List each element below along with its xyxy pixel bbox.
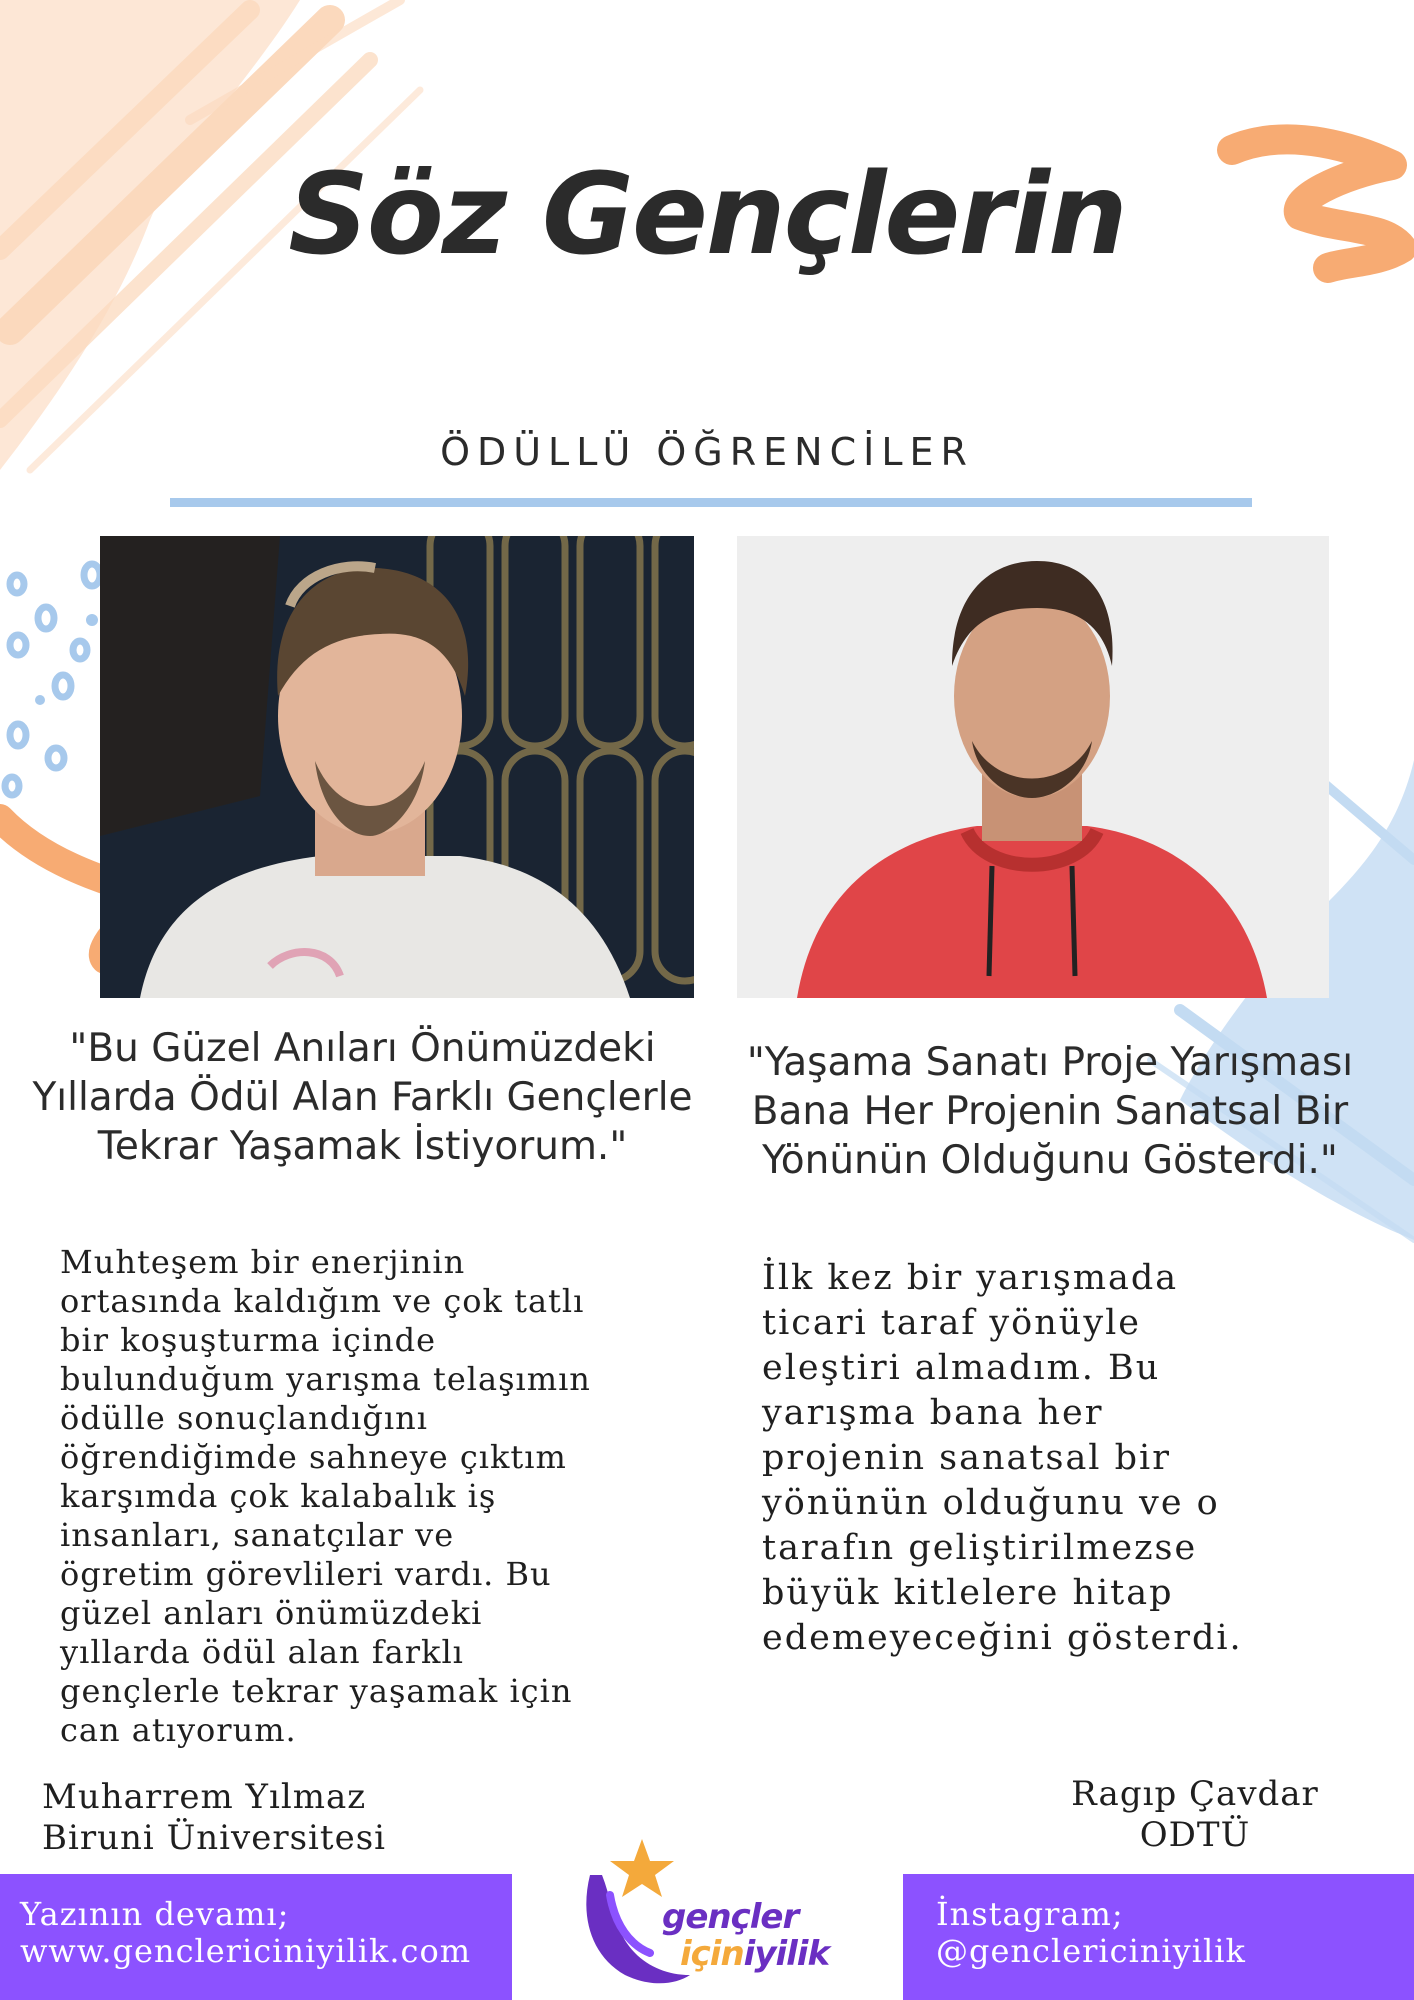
quote-left: "Bu Güzel Anıları Önümüzdeki Yıllarda Ödül Alan Farklı Gençlerle Tekrar Yaşamak İstiyorum." [32, 1026, 693, 1169]
logo-text-icin: için [680, 1934, 744, 1974]
student-photo-left [100, 536, 694, 998]
footer-website-text: Yazının devamı; www.genclericiniyilik.com [20, 1895, 472, 1970]
blue-dots [5, 564, 100, 795]
testimonial-right: İlk kez bir yarışmada ticari taraf yönüyle eleştiri almadım. Bu yarışma bana her projenin sanatsal bir yönünün olduğunu ve o tarafın geliştirilmezse büyük kitlelere hitap edemeyeceğini gösterdi. [762, 1258, 1243, 1658]
logo-text-line2 [680, 1934, 829, 1974]
divider-rule [170, 498, 1252, 507]
star-icon [610, 1839, 674, 1897]
signature-left [42, 1777, 562, 1859]
student-school-left: Biruni Üniversitesi [42, 1818, 387, 1858]
section-subtitle: ÖDÜLLÜ ÖĞRENCİLER [440, 430, 974, 474]
student-photo-right [737, 536, 1329, 998]
logo-text-iyilik: iyilik [743, 1934, 830, 1974]
organization-logo [580, 1835, 830, 1995]
logo-text-line1: gençler [662, 1897, 799, 1937]
footer-band-right [903, 1874, 1414, 2000]
footer-instagram-text: İnstagram; @genclericiniyilik [936, 1895, 1246, 1970]
student-name-left: Muharrem Yılmaz [42, 1777, 367, 1817]
quote-right: "Yaşama Sanatı Proje Yarışması Bana Her Projenin Sanatsal Bir Yönünün Olduğunu Gösterdi." [746, 1040, 1354, 1183]
signature-right [1050, 1774, 1340, 1856]
student-school-right: ODTÜ [1139, 1815, 1251, 1855]
page-title: Söz Gençlerin [288, 150, 1126, 280]
testimonial-left: Muhteşem bir enerjinin ortasında kaldığım ve çok tatlı bir koşuşturma içinde bulunduğum yarışma telaşımın ödülle sonuçlandığını öğrendiğimde sahneye çıktım karşımda çok kalabalık iş insanları, sanatçılar ve ögretim görevlileri vardı. Bu güzel anları önümüzdeki yıllarda ödül alan farklı gençlerle tekrar yaşamak için can atıyorum. [60, 1243, 591, 1749]
student-name-right: Ragıp Çavdar [1071, 1774, 1319, 1814]
footer-band-left [0, 1874, 512, 2000]
